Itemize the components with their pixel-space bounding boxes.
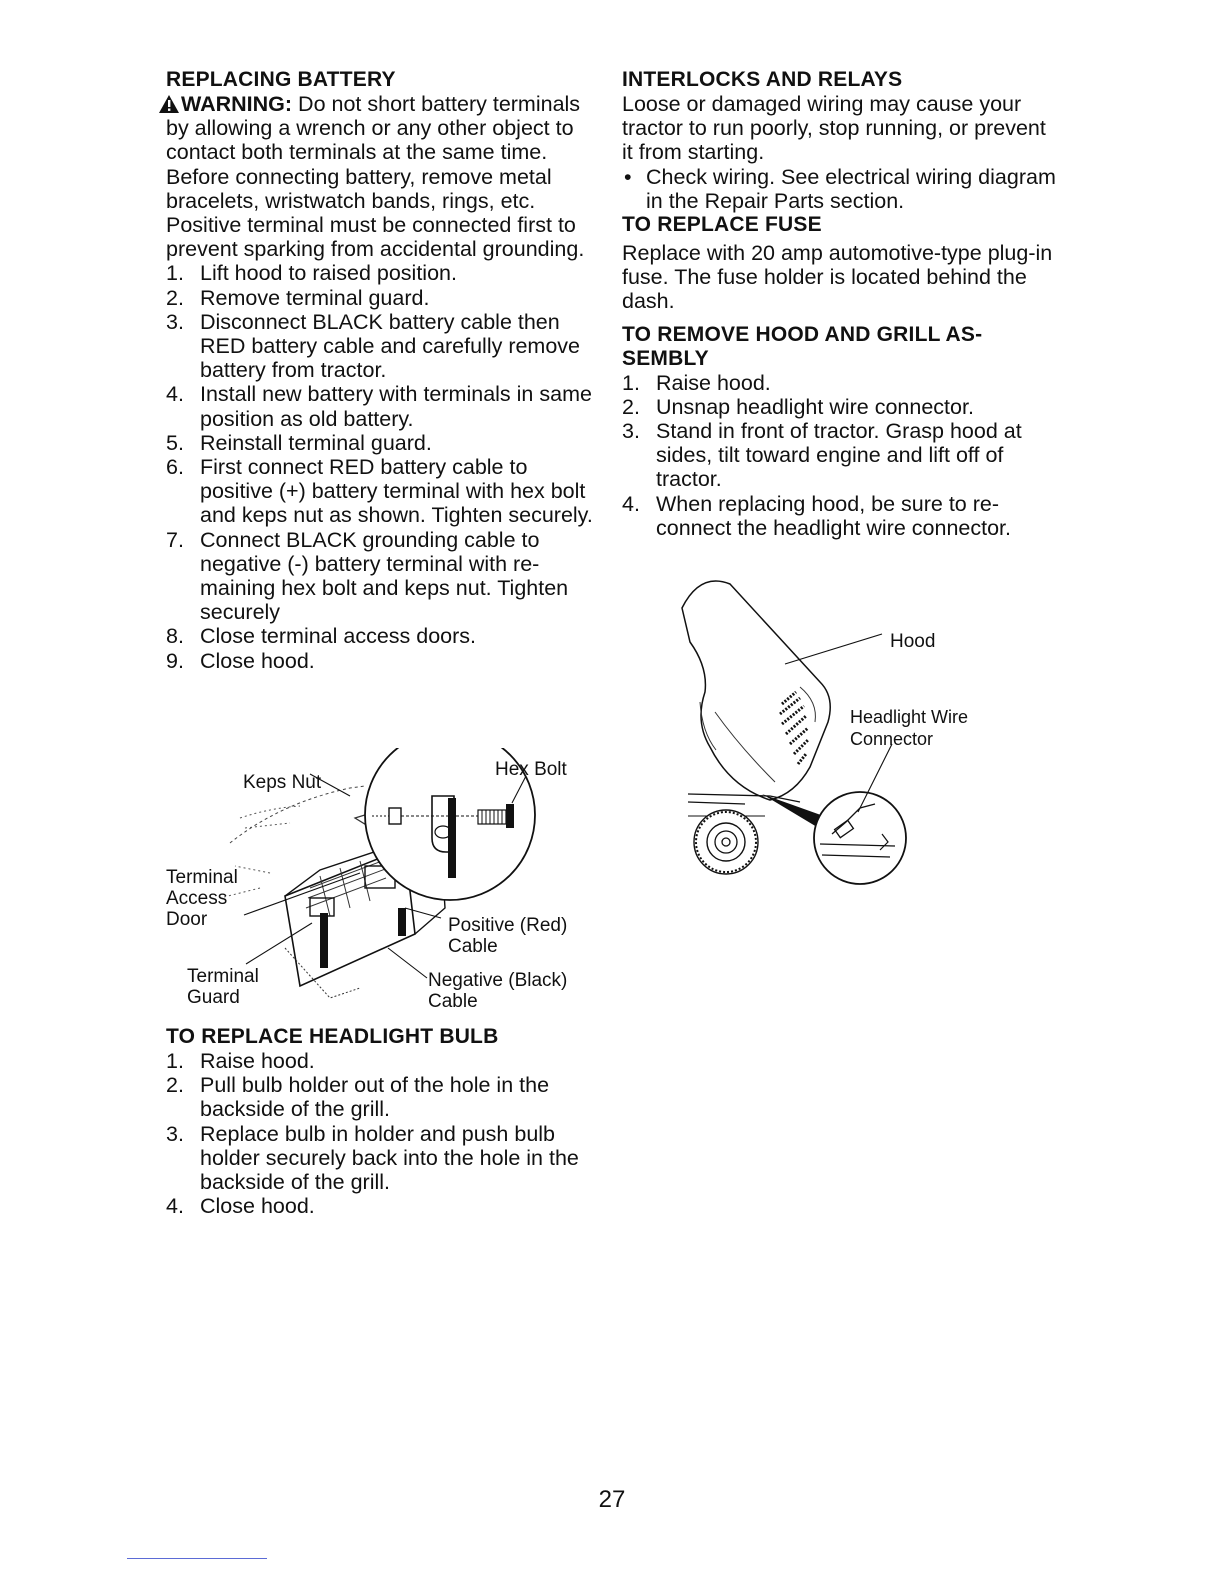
list-item: 2. Pull bulb holder out of the hole in the backside of the grill.	[166, 1073, 550, 1122]
list-item: 1. Raise hood.	[166, 1049, 315, 1073]
positive-cable-label-2: Cable	[448, 936, 498, 957]
right-column	[622, 68, 1062, 540]
left-column	[166, 68, 596, 673]
terminal-access-door-label-3: Door	[166, 909, 208, 930]
terminal-guard-label-1: Terminal	[187, 966, 259, 987]
bullet-icon: •	[624, 164, 632, 189]
warning-paragraph	[166, 92, 596, 213]
hood-figure	[670, 572, 990, 892]
list-item: 3. Replace bulb in holder and push bulb holder securely back into the hole in the backside of the grill.	[166, 1121, 579, 1195]
interlocks-heading: INTERLOCKS AND RELAYS	[622, 68, 903, 91]
hex-bolt-label: Hex Bolt	[495, 759, 567, 780]
list-item: 2. Unsnap headlight wire connector.	[622, 394, 974, 419]
replace-fuse-heading: TO REPLACE FUSE	[622, 213, 822, 237]
list-item: 4. Install new battery with terminals in same position as old battery.	[166, 382, 592, 431]
connector-label-2: Connector	[850, 729, 934, 749]
replace-headlight-heading: TO REPLACE HEADLIGHT BULB	[166, 1025, 499, 1048]
list-item: 7. Connect BLACK grounding cable to negative (-) battery terminal with re-maining hex bolt and keps nut. Tighten securely	[166, 527, 569, 625]
list-item: 3. Stand in front of tractor. Grasp hood at sides, tilt toward engine and lift off of tractor.	[622, 419, 1022, 492]
battery-diagram-illustration	[160, 748, 600, 1020]
list-item: 4. When replacing hood, be sure to re-connect the headlight wire connector.	[622, 491, 1011, 540]
list-item: 1. Raise hood.	[622, 370, 771, 395]
list-item: • Check wiring. See electrical wiring diagram in the Repair Parts section.	[624, 164, 1056, 213]
negative-cable-label-2: Cable	[428, 991, 478, 1012]
hood-label: Hood	[890, 631, 936, 652]
warning-triangle-icon	[158, 94, 180, 114]
hood-diagram-illustration	[670, 572, 990, 892]
list-item: 9. Close hood.	[166, 648, 315, 673]
footer-divider	[127, 1558, 267, 1559]
headlight-section	[166, 1025, 596, 1218]
list-item: 2. Remove terminal guard.	[166, 285, 430, 310]
warning-label: WARNING:	[181, 92, 293, 116]
hood-steps-list	[622, 371, 1062, 540]
interlocks-text: Loose or damaged wiring may cause your tractor to run poorly, stop running, or prevent it from starting.	[622, 92, 1046, 165]
negative-cable-label-1: Negative (Black)	[428, 970, 568, 991]
list-item: 6. First connect RED battery cable to positive (+) battery terminal with hex bolt and keps nut as shown. Tighten securely.	[166, 455, 593, 528]
replacing-battery-heading: REPLACING BATTERY	[166, 68, 396, 91]
interlocks-bullets	[622, 165, 1062, 213]
keps-nut-label: Keps Nut	[243, 772, 322, 793]
fuse-text: Replace with 20 amp automotive-type plug-in fuse. The fuse holder is located behind the dash.	[622, 241, 1053, 314]
terminal-access-door-label-1: Terminal	[166, 867, 238, 888]
remove-hood-heading: TO REMOVE HOOD AND GRILL AS-SEMBLY	[622, 322, 983, 370]
battery-figure	[160, 748, 600, 1020]
positive-terminal-note: Positive terminal must be connected first to prevent sparking from accidental grounding.	[166, 213, 585, 262]
list-item: 1. Lift hood to raised position.	[166, 261, 457, 286]
terminal-access-door-label-2: Access	[166, 888, 228, 909]
warning-text: Do not short battery terminals by allowing a wrench or any other object to contact both terminals at the same time. Before connecting battery, remove metal bracelets, wristwatch bands, rings, etc.	[166, 92, 581, 213]
list-item: 3. Disconnect BLACK battery cable then RED battery cable and carefully remove battery from tractor.	[166, 309, 581, 383]
connector-label-1: Headlight Wire	[850, 707, 969, 727]
list-item: 8. Close terminal access doors.	[166, 624, 477, 649]
terminal-guard-label-2: Guard	[187, 987, 240, 1008]
page-number: 27	[598, 1486, 626, 1513]
headlight-steps-list	[166, 1049, 596, 1218]
positive-cable-label-1: Positive (Red)	[448, 915, 568, 936]
list-item: 5. Reinstall terminal guard.	[166, 430, 432, 455]
list-item: 4. Close hood.	[166, 1194, 315, 1219]
battery-steps-list	[166, 261, 596, 672]
